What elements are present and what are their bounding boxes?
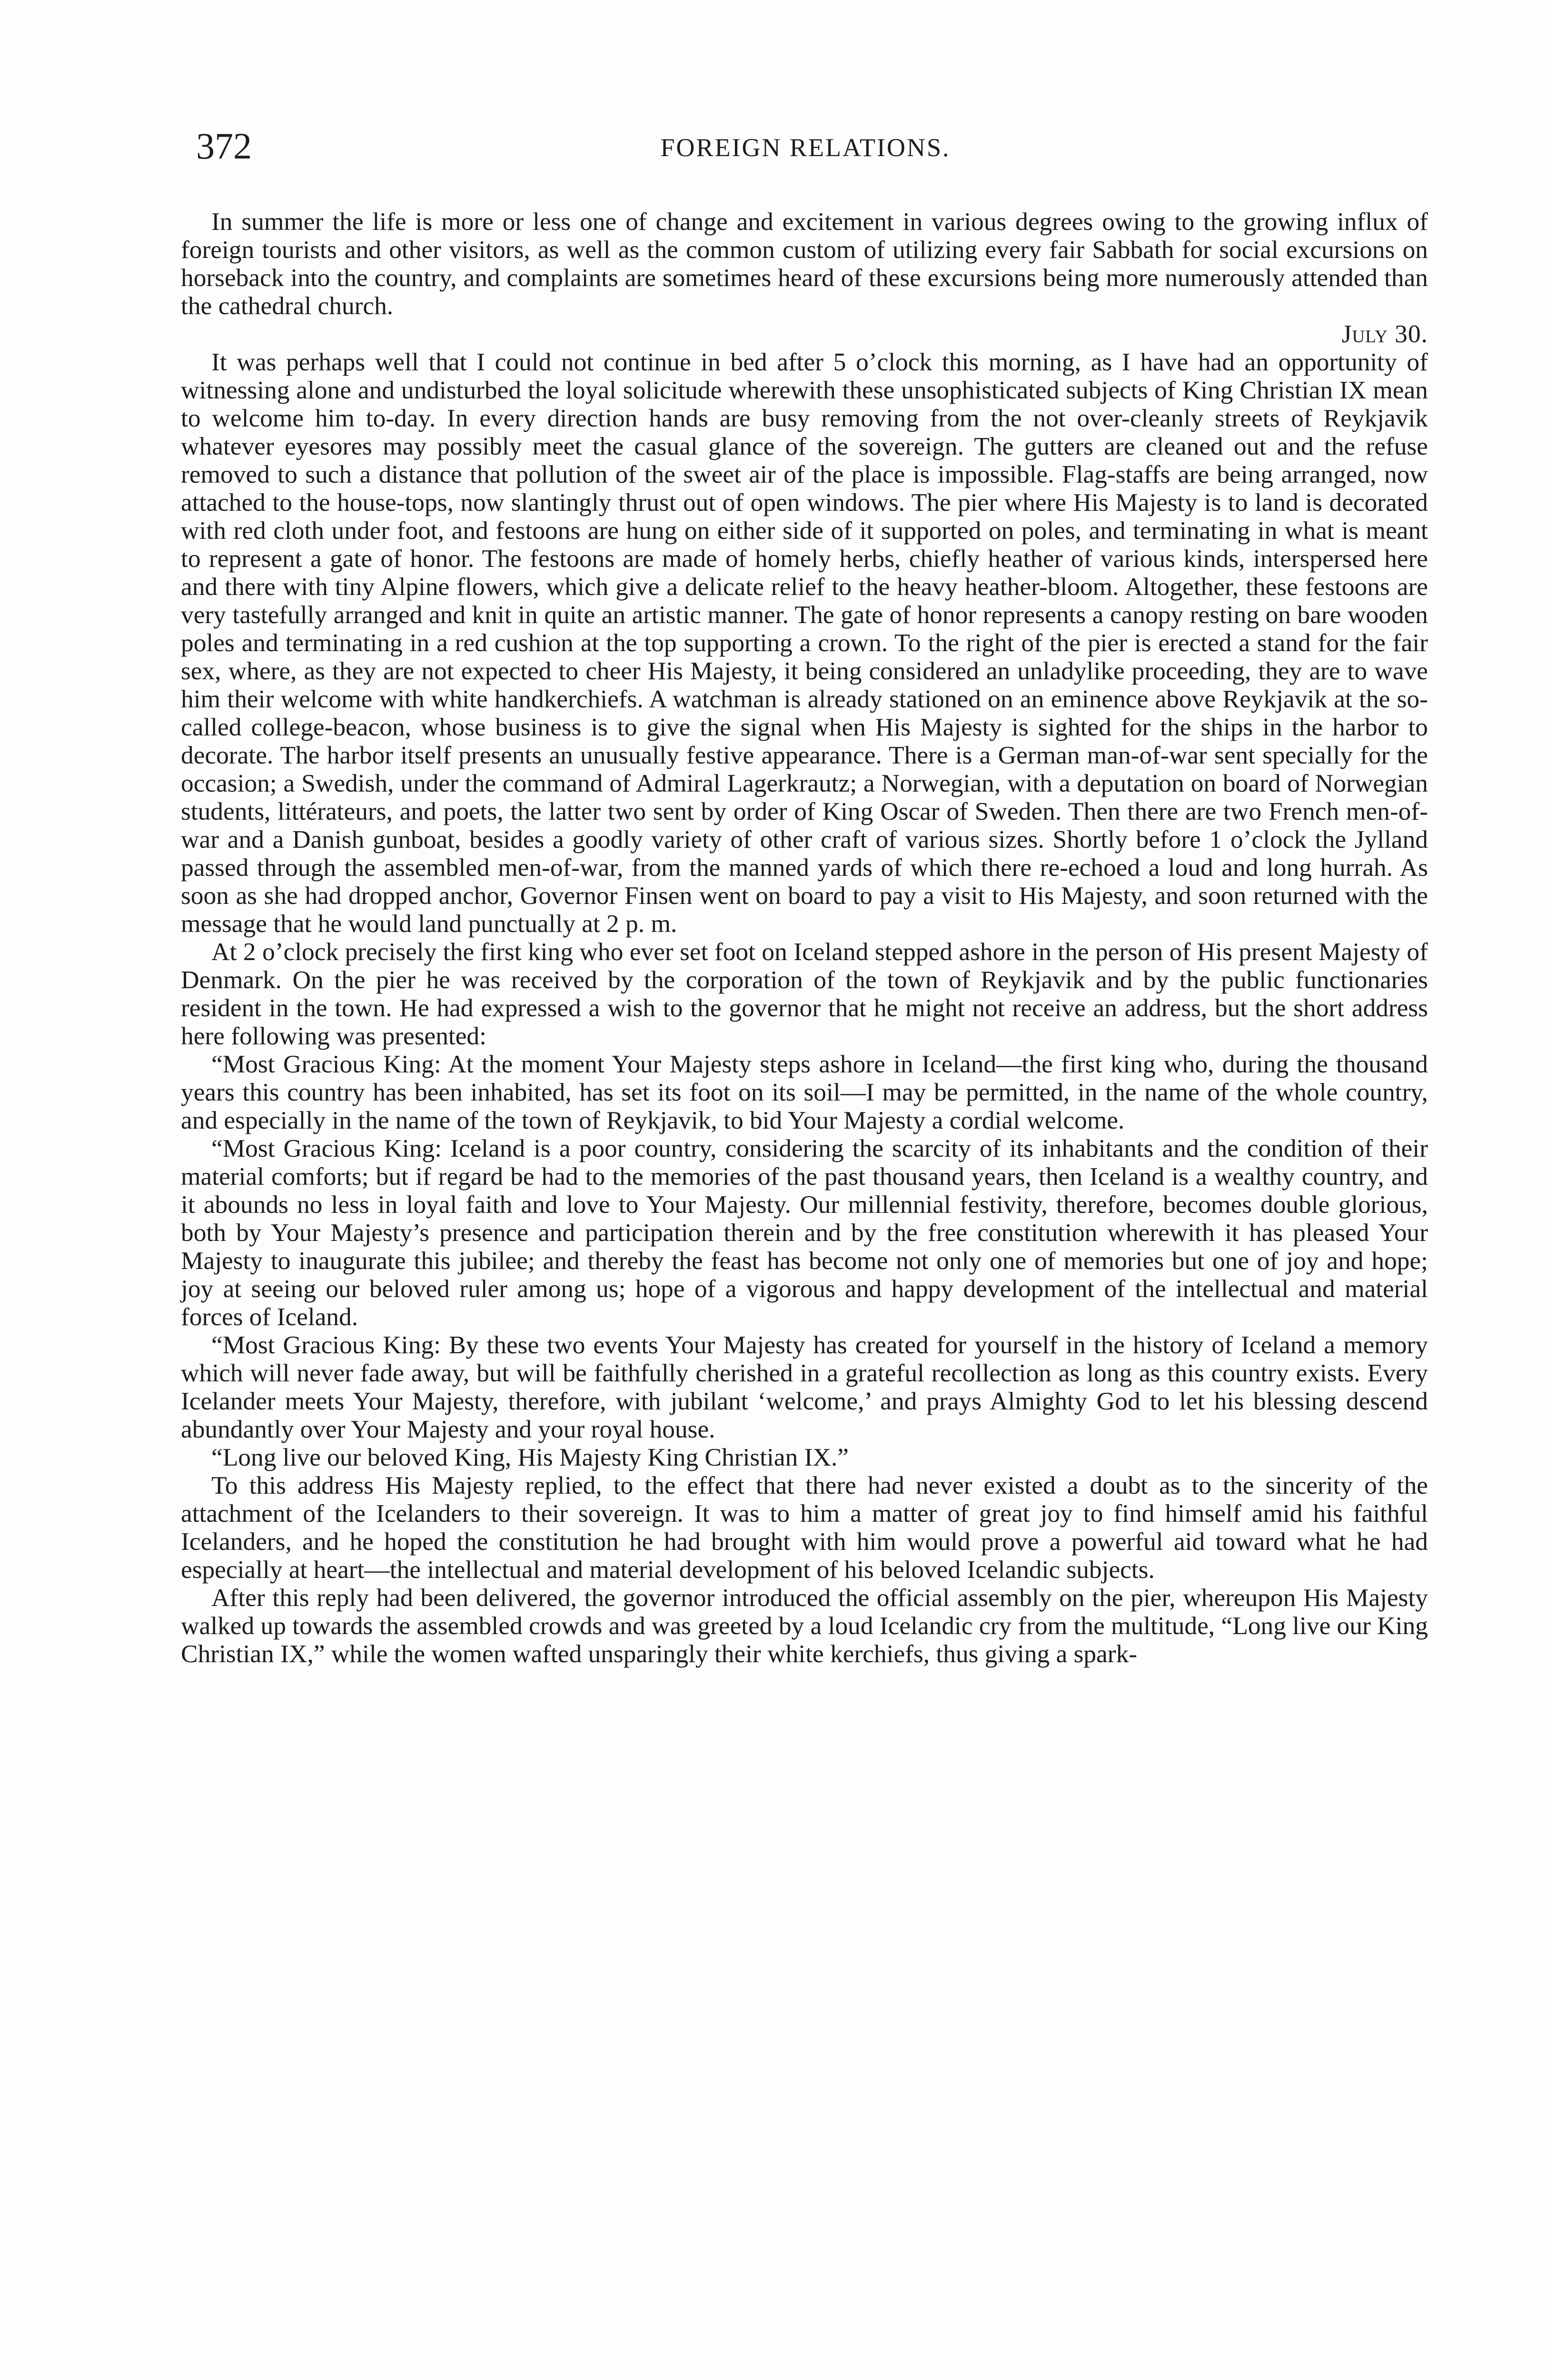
paragraph-preparations: It was perhaps well that I could not continue in bed after 5 o’clock this morning, as I have had an opportunity of witnessing alone and undisturbed the loyal solicitude wherewith these unsophisticated subjects of King Christian IX mean to welcome him to-day. In every direction hands are busy removing from the not over-cleanly streets of Reykjavik whatever eyesores may possibly meet the casual glance of the sovereign. The gutters are cleaned out and the refuse removed to such a distance that pollution of the sweet air of the place is impossible. Flag-staffs are being arranged, now attached to the house-tops, now slantingly thrust out of open windows. The pier where His Majesty is to land is decorated with red cloth under foot, and festoons are hung on either side of it supported on poles, and terminating in what is meant to represent a gate of honor. The festoons are made of homely herbs, chiefly heather of various kinds, interspersed here and there with tiny Alpine flowers, which give a delicate relief to the heavy heather-bloom. Altogether, these festoons are very tastefully arranged and knit in quite an artistic manner. The gate of honor represents a canopy resting on bare wooden poles and terminating in a red cushion at the top supporting a crown. To the right of the pier is erected a stand for the fair sex, where, as they are not expected to cheer His Majesty, it being considered an unladylike proceeding, they are to wave him their welcome with white handkerchiefs. A watchman is already stationed on an eminence above Reykjavik at the so-called college-beacon, whose business is to give the signal when His Majesty is sighted for the ships in the harbor to decorate. The harbor itself presents an unusually festive appearance. There is a German man-of-war sent specially for the occasion; a Swedish, under the command of Admiral Lagerkrautz; a Norwegian, with a deputation on board of Norwegian students, littérateurs, and poets, the latter two sent by order of King Oscar of Sweden. Then there are two French men-of-war and a Danish gunboat, besides a goodly variety of other craft of various sizes. Shortly before 1 o’clock the Jylland passed through the assembled men-of-war, from the manned yards of which there re-echoed a loud and long hurrah. As soon as she had dropped anchor, Governor Finsen went on board to pay a visit to His Majesty, and soon returned with the message that he would land punctually at 2 p. m. <box>181 347 1428 938</box>
running-title: FOREIGN RELATIONS. <box>660 133 951 162</box>
paragraph-king-lands: At 2 o’clock precisely the first king who ever set foot on Iceland stepped ashore in the person of His present Majesty of Denmark. On the pier he was received by the corporation of the town of Reykjavik and by the public functionaries resident in the town. He had expressed a wish to the governor that he might not receive an address, but the short address here following was presented: <box>181 937 1428 1050</box>
paragraph-summer-life: In summer the life is more or less one of change and excitement in various degrees owing to the growing influx of foreign tourists and other visitors, as well as the common custom of utilizing every fair Sabbath for social excursions on horseback into the country, and complaints are sometimes heard of these excursions being more numerously attended than the cathedral church. <box>181 207 1428 320</box>
page-header <box>196 125 1415 168</box>
text-column <box>181 208 1428 1668</box>
paragraph-after-reply: After this reply had been delivered, the governor introduced the official assembly on the pier, whereupon His Majesty walked up towards the assembled crowds and was greeted by a loud Icelandic cry from the multitude, “Long live our King Christian IX,” while the women wafted unsparingly their white kerchiefs, thus giving a spark- <box>181 1583 1428 1668</box>
page-number: 372 <box>196 125 252 167</box>
address-paragraph-1: “Most Gracious King: At the moment Your Majesty steps ashore in Iceland—the first king who, during the thousand years this country has been inhabited, has set its foot on its soil—I may be permitted, in the name of the whole country, and especially in the name of the town of Reykjavik, to bid Your Majesty a cordial welcome. <box>181 1050 1428 1134</box>
address-paragraph-3: “Most Gracious King: By these two events Your Majesty has created for yourself in the history of Iceland a memory which will never fade away, but will be faithfully cherished in a grateful recollection as long as this country exists. Every Icelander meets Your Majesty, therefore, with jubilant ‘welcome,’ and prays Almighty God to let his blessing descend abundantly over Your Majesty and your royal house. <box>181 1330 1428 1443</box>
dateline-july-30: July 30. <box>1341 319 1428 348</box>
paragraph-majesty-reply: To this address His Majesty replied, to the effect that there had never existed a doubt as to the sincerity of the attachment of the Icelanders to their sovereign. It was to him a matter of great joy to find himself amid his faithful Icelanders, and he hoped the constitution he had brought with him would prove a powerful aid toward what he had especially at heart—the intellectual and material development of his beloved Icelandic subjects. <box>181 1471 1428 1584</box>
address-paragraph-4: “Long live our beloved King, His Majesty King Christian IX.” <box>211 1443 849 1471</box>
address-paragraph-2: “Most Gracious King: Iceland is a poor country, considering the scarcity of its inhabitants and the condition of their material comforts; but if regard be had to the memories of the past thousand years, then Iceland is a wealthy country, and it abounds no less in loyal faith and love to Your Majesty. Our millennial festivity, therefore, becomes double glorious, both by Your Majesty’s presence and participation therein and by the free constitution wherewith it has pleased Your Majesty to inaugurate this jubilee; and thereby the feast has become not only one of memories but one of joy and hope; joy at seeing our beloved ruler among us; hope of a vigorous and happy development of the intellectual and material forces of Iceland. <box>181 1134 1428 1331</box>
